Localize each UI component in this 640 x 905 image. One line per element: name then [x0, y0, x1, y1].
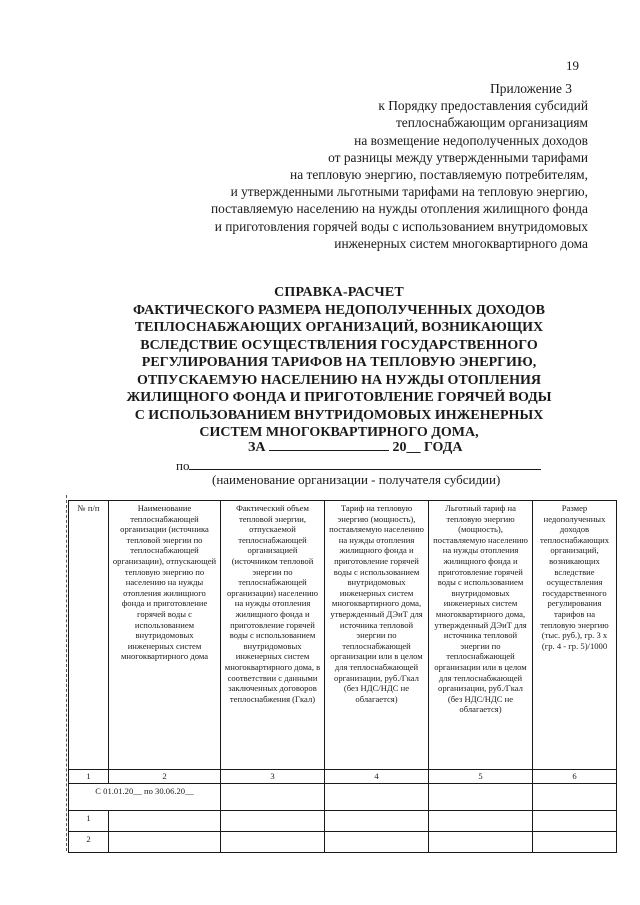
appendix-line: Приложение 3 [490, 81, 572, 96]
column-number: 6 [533, 770, 617, 784]
po-label: по [176, 458, 190, 473]
period-row [69, 784, 617, 811]
appendix-line: инженерных систем многоквартирного дома [334, 235, 588, 251]
header-cell: Размер недополученных доходов теплоснабжающих организаций, возникающих вследствие осуществления государственного регулирования тарифов на тепловую энергию (тыс. руб.), гр. 3 х (гр. 4 - гр. 5)/1000 [533, 501, 617, 770]
appendix-line: от разницы между утвержденными тарифами [328, 149, 588, 165]
header-cell: Тариф на тепловую энергию (мощность), поставляемую населению на нужды отопления жилищного фонда и приготовление горячей воды с использованием внутридомовых инженерных систем многоквартирного дома, утвержденный ДЭиТ для источника тепловой энергии по теплоснабжающей организации или в целом для теплоснабжающей организации, руб./Гкал (без НДС/НДС не облагается) [325, 501, 429, 770]
appendix-line: и утвержденными льготными тарифами на тепловую энергию, [230, 184, 588, 200]
table-cell[interactable] [533, 811, 617, 832]
period-line [248, 440, 463, 456]
column-number: 1 [69, 770, 109, 784]
title-line: ЖИЛИЩНОГО ФОНДА И ПРИГОТОВЛЕНИЕ ГОРЯЧЕЙ ВОДЫ [126, 390, 552, 405]
table-cell[interactable] [109, 811, 221, 832]
document-title [104, 284, 574, 442]
title-line: РЕГУЛИРОВАНИЯ ТАРИФОВ НА ТЕПЛОВУЮ ЭНЕРГИЮ, [141, 355, 537, 370]
period-prefix: ЗА [248, 440, 266, 455]
period-cell: С 01.01.20__ по 30.06.20__ [69, 784, 221, 811]
table-cell[interactable] [221, 811, 325, 832]
table-cell[interactable] [429, 811, 533, 832]
appendix-line: на тепловую энергию, поставляемую потребителям, [290, 167, 588, 183]
table-cell[interactable] [429, 784, 533, 811]
table-cell[interactable] [221, 784, 325, 811]
appendix-line: и приготовления горячей воды с использованием внутридомовых [214, 218, 588, 234]
period-blank [269, 450, 389, 451]
appendix-line: теплоснабжающим организациям [395, 115, 588, 131]
page-number: 19 [566, 58, 579, 73]
column-number: 4 [325, 770, 429, 784]
appendix-line: поставляемую населению на нужды отопления жилищного фонда [210, 201, 588, 217]
table-cell[interactable] [109, 832, 221, 853]
organization-blank [189, 469, 541, 470]
table-row [69, 832, 617, 853]
table-cell[interactable] [429, 832, 533, 853]
row-number: 2 [69, 832, 109, 853]
title-line: СИСТЕМ МНОГОКВАРТИРНОГО ДОМА, [199, 425, 479, 440]
table-row [69, 811, 617, 832]
calculation-table [68, 500, 617, 853]
period-year: 20__ ГОДА [392, 440, 463, 455]
title-line: С ИСПОЛЬЗОВАНИЕМ ВНУТРИДОМОВЫХ ИНЖЕНЕРНЫХ [134, 407, 544, 423]
table-cell[interactable] [325, 811, 429, 832]
title-line: ФАКТИЧЕСКОГО РАЗМЕРА НЕДОПОЛУЧЕННЫХ ДОХОДОВ [133, 302, 545, 318]
table-cell[interactable] [533, 832, 617, 853]
table-cell[interactable] [221, 832, 325, 853]
table-cell[interactable] [325, 784, 429, 811]
title-heading: СПРАВКА-РАСЧЕТ [274, 285, 404, 300]
title-line: ТЕПЛОСНАБЖАЮЩИХ ОРГАНИЗАЦИЙ, ВОЗНИКАЮЩИХ [134, 320, 544, 335]
header-cell: № п/п [69, 501, 109, 770]
title-line: ОТПУСКАЕМУЮ НАСЕЛЕНИЮ НА НУЖДЫ ОТОПЛЕНИЯ [136, 372, 542, 388]
appendix-line: на возмещение недополученных доходов [354, 132, 588, 148]
header-cell: Фактический объем тепловой энергии, отпускаемой теплоснабжающей организацией (источником тепловой энергии по теплоснабжающей организации) населению на нужды отопления жилищного фонда и приготовление горячей воды с использованием внутридомовых инженерных систем многоквартирного дома, в соответствии с данными заключенных договоров теплоснабжения (Гкал) [221, 501, 325, 770]
table-cell[interactable] [325, 832, 429, 853]
column-number: 3 [221, 770, 325, 784]
column-number-row [69, 770, 617, 784]
table-header-row [69, 501, 617, 770]
header-cell: Наименование теплоснабжающей организации (источника тепловой энергии по теплоснабжающей организации), отпускающей тепловую энергию по населению на нужды отопления жилищного фонда и приготовление горячей воды с использованием внутридомовых инженерных систем многоквартирного дома [109, 501, 221, 770]
row-number: 1 [69, 811, 109, 832]
table-cell[interactable] [533, 784, 617, 811]
column-number: 2 [109, 770, 221, 784]
header-cell: Льготный тариф на тепловую энергию (мощность), поставляемую населению на нужды отопления жилищного фонда и приготовление горячей воды с использованием внутридомовых инженерных систем многоквартирного дома, утвержденный ДЭиТ для источника тепловой энергии по теплоснабжающей организации или в целом для теплоснабжающей организации, руб./Гкал (без НДС/НДС не облагается) [429, 501, 533, 770]
organization-caption: (наименование организации - получателя субсидии) [212, 472, 501, 487]
appendix-header [128, 80, 588, 252]
appendix-line: к Порядку предоставления субсидий [378, 98, 588, 114]
title-line: ВСЛЕДСТВИЕ ОСУЩЕСТВЛЕНИЯ ГОСУДАРСТВЕННОГО [140, 337, 538, 353]
column-number: 5 [429, 770, 533, 784]
